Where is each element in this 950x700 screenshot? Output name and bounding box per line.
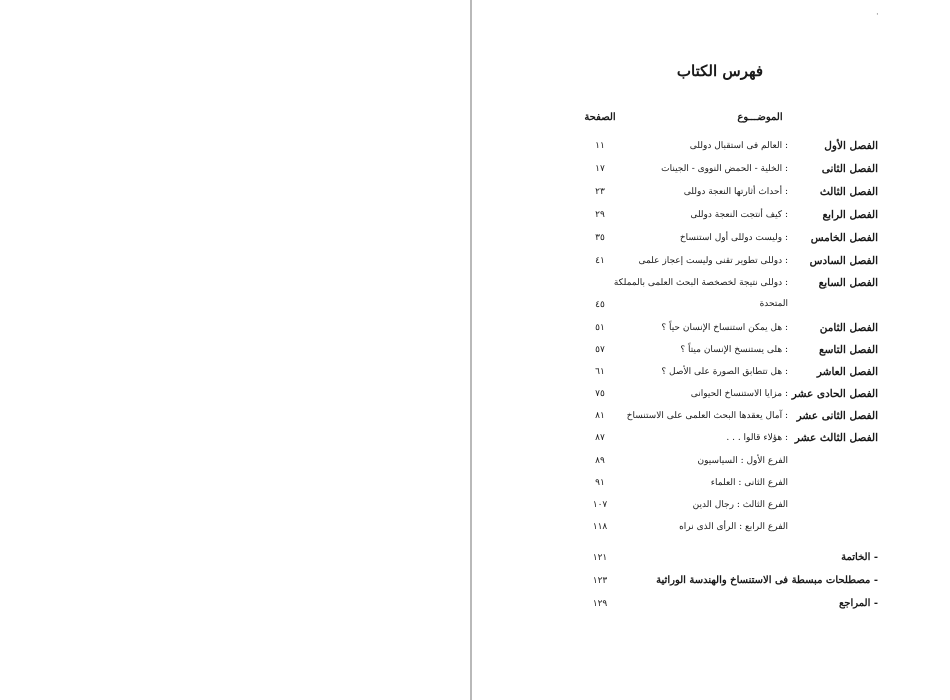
toc-row <box>560 209 880 231</box>
subitem-label: الفرع الأول : السياسيون <box>697 456 788 466</box>
toc-subitem-row <box>560 521 880 543</box>
chapter-label: الفصل التاسع <box>818 344 878 356</box>
page-number: ١٢٩ <box>592 599 608 609</box>
page-number: ١٢١ <box>592 553 608 563</box>
toc-row <box>560 388 880 410</box>
chapter-topic: : آمال يعقدها البحث العلمى على الاستنساخ <box>626 411 788 421</box>
left-blank-page <box>0 0 470 700</box>
toc-end-row <box>560 575 880 597</box>
chapter-topic: : هلى يستنسخ الإنسان ميتاً ؟ <box>680 345 788 355</box>
chapter-topic: : الخلية - الحمض النووى - الجينات <box>661 164 788 174</box>
chapter-label: الفصل الحادى عشر <box>791 388 878 400</box>
column-header-topic: الموضـــوع <box>737 112 783 123</box>
chapter-label: الفصل الثانى <box>821 163 878 175</box>
page-number: ٥٧ <box>595 345 605 355</box>
page-number: ٨١ <box>595 411 605 421</box>
toc-row <box>560 232 880 254</box>
page-number: ١٠٧ <box>592 500 608 510</box>
page-number: ١٢٣ <box>592 576 608 586</box>
toc-subitem-row <box>560 499 880 521</box>
chapter-topic: : هل تتطابق الصورة على الأصل ؟ <box>661 367 788 377</box>
toc-row <box>560 432 880 454</box>
page-number: ٩١ <box>595 478 605 488</box>
toc-row <box>560 255 880 277</box>
chapter-topic: : العالم فى استقبال دوللى <box>689 141 788 151</box>
toc-subitem-row <box>560 477 880 499</box>
page-number: ٢٣ <box>595 187 605 197</box>
toc-subitem-row <box>560 455 880 477</box>
toc-row <box>560 163 880 185</box>
page-number: ٧٥ <box>595 389 605 399</box>
page-number: ٢٩ <box>595 210 605 220</box>
column-header-page: الصفحة <box>584 112 616 123</box>
toc-row <box>560 277 880 323</box>
page-number: ١١٨ <box>592 522 608 532</box>
subitem-label: الفرع الثالث : رجال الدين <box>692 500 788 510</box>
page-number: ٤٥ <box>595 300 605 310</box>
page-number: ٨٩ <box>595 456 605 466</box>
end-item-label: - مصطلحات مبسطة فى الاستنساخ والهندسة الوراثية <box>656 575 878 586</box>
chapter-topic: : كيف أنتجت النعجة دوللى <box>690 210 788 220</box>
subitem-label: الفرع الثانى : العلماء <box>710 478 788 488</box>
page-number: ٣٥ <box>595 233 605 243</box>
chapter-label: الفصل الرابع <box>822 209 878 221</box>
toc-row <box>560 410 880 432</box>
toc-row <box>560 186 880 208</box>
subitem-label: الفرع الرابع : الرأى الذى نراه <box>679 522 788 532</box>
end-item-label: - المراجع <box>838 598 878 609</box>
chapter-label: الفصل الثامن <box>819 322 878 334</box>
chapter-label: الفصل العاشر <box>816 366 878 378</box>
page-number: ٤١ <box>595 256 605 266</box>
page-number: ٥١ <box>595 323 605 333</box>
chapter-label: الفصل السادس <box>809 255 878 267</box>
toc-row <box>560 344 880 366</box>
chapter-label: الفصل السابع <box>818 277 878 289</box>
chapter-topic: : هؤلاء قالوا . . . <box>726 433 788 443</box>
toc-end-row <box>560 552 880 574</box>
page-title: فهرس الكتاب <box>676 62 764 80</box>
toc-end-row <box>560 598 880 620</box>
chapter-label: الفصل الثالث عشر <box>794 432 878 444</box>
toc-row <box>560 322 880 344</box>
chapter-topic: : دوللى تطوير تقنى وليست إعجاز علمى <box>638 256 788 266</box>
chapter-topic: : هل يمكن استنساخ الإنسان حياً ؟ <box>661 323 788 333</box>
corner-mark: · <box>876 10 879 20</box>
end-item-label: - الخاتمة <box>841 552 878 563</box>
chapter-topic: : وليست دوللى أول استنساخ <box>679 233 788 243</box>
page-number: ٨٧ <box>595 433 605 443</box>
toc-row <box>560 366 880 388</box>
chapter-label: الفصل الأول <box>824 140 878 152</box>
toc-row <box>560 140 880 162</box>
chapter-topic: : مزايا الاستنساخ الحيوانى <box>690 389 788 399</box>
chapter-label: الفصل الثالث <box>819 186 878 198</box>
page-number: ١١ <box>595 141 605 151</box>
page-number: ١٧ <box>595 164 605 174</box>
chapter-label: الفصل الثانى عشر <box>796 410 878 422</box>
chapter-topic: : أحداث أثارتها النعجة دوللى <box>683 187 788 197</box>
chapter-topic-continued: المتحدة <box>759 299 788 309</box>
chapter-topic: : دوللى نتيجة لخصخصة البحث العلمى بالمملكة <box>613 278 788 288</box>
chapter-label: الفصل الخامس <box>810 232 878 244</box>
page-number: ٦١ <box>595 367 605 377</box>
